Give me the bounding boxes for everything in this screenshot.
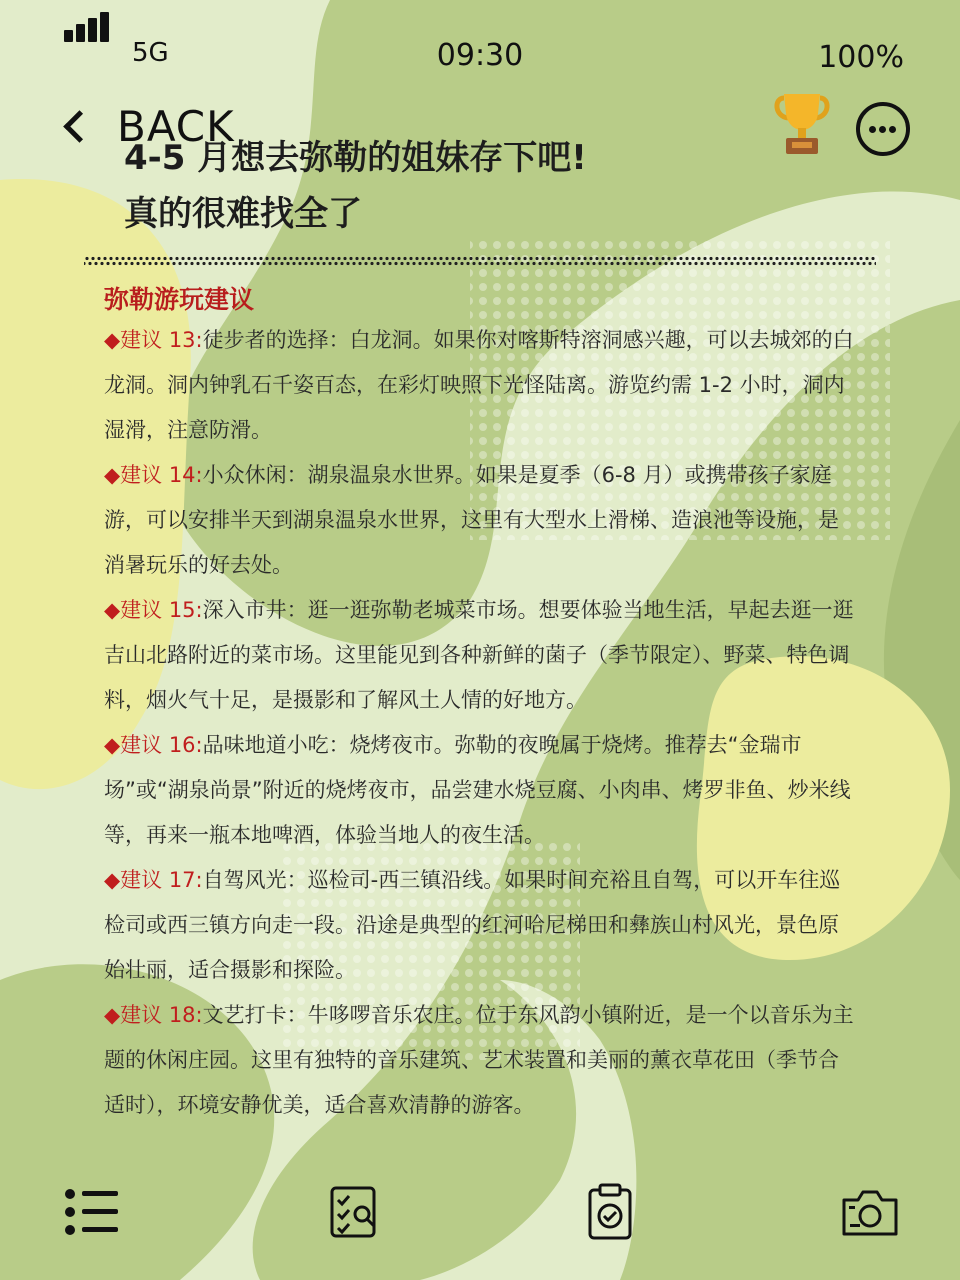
clipboard-check-icon[interactable] <box>578 1180 642 1244</box>
more-button[interactable] <box>856 102 910 156</box>
title-line: 真的很难找全了 <box>124 194 362 234</box>
back-label: BACK <box>117 101 235 151</box>
tip-text: 文艺打卡：牛哆啰音乐农庄。位于东风韵小镇附近，是一个以音乐为主题的休闲庄园。这里有独特的音乐建筑、艺术装置和美丽的薰衣草花田（季节合适时），环境安静优美，适合喜欢清静的游客。 <box>104 1003 854 1117</box>
tip-label: ◆建议 17: <box>104 868 203 892</box>
trophy-icon[interactable] <box>772 92 832 158</box>
tip-label: ◆建议 13: <box>104 328 203 352</box>
more-dot <box>869 126 876 133</box>
tip-label: ◆建议 14: <box>104 463 203 487</box>
tip-text: 徒步者的选择：白龙洞。如果你对喀斯特溶洞感兴趣，可以去城郊的白龙洞。洞内钟乳石千姿百态，在彩灯映照下光怪陆离。游览约需 1-2 小时，洞内湿滑，注意防滑。 <box>104 328 854 442</box>
more-dot <box>889 126 896 133</box>
tip-item <box>104 453 856 588</box>
tip-item <box>104 858 856 993</box>
list-icon[interactable] <box>62 1180 126 1244</box>
title-line: 4-5 月想去弥勒的姐妹存下吧! <box>124 138 587 178</box>
article-title <box>124 130 587 242</box>
network-type: 5G <box>132 38 169 68</box>
status-time: 09:30 <box>436 38 524 73</box>
tip-label: ◆建议 18: <box>104 1003 203 1027</box>
status-bar <box>0 28 960 84</box>
tip-item <box>104 993 856 1128</box>
tip-item <box>104 723 856 858</box>
dotted-divider <box>84 256 876 266</box>
tip-text: 自驾风光：巡检司-西三镇沿线。如果时间充裕且自驾，可以开车往巡检司或西三镇方向走一段。沿途是典型的红河哈尼梯田和彝族山村风光，景色原始壮丽，适合摄影和探险。 <box>104 868 841 982</box>
tip-text: 品味地道小吃：烧烤夜市。弥勒的夜晚属于烧烤。推荐去“金瑞市场”或“湖泉尚景”附近的烧烤夜市，品尝建水烧豆腐、小肉串、烤罗非鱼、炒米线等，再来一瓶本地啤酒，体验当地人的夜生活。 <box>104 733 851 847</box>
tip-label: ◆建议 16: <box>104 733 203 757</box>
more-dot <box>879 126 886 133</box>
tip-text: 深入市井：逛一逛弥勒老城菜市场。想要体验当地生活，早起去逛一逛吉山北路附近的菜市场。这里能见到各种新鲜的菌子（季节限定）、野菜、特色调料，烟火气十足，是摄影和了解风土人情的好地方。 <box>104 598 854 712</box>
tip-item <box>104 318 856 453</box>
tip-label: ◆建议 15: <box>104 598 203 622</box>
checklist-search-icon[interactable] <box>322 1180 386 1244</box>
battery-level: 100% <box>818 40 904 75</box>
tips-list <box>104 318 856 1128</box>
section-title: 弥勒游玩建议 <box>104 285 255 314</box>
bottom-tab-bar <box>0 1180 960 1244</box>
camera-icon[interactable] <box>838 1180 902 1244</box>
chevron-left-icon <box>63 110 96 143</box>
tip-text: 小众休闲：湖泉温泉水世界。如果是夏季（6-8 月）或携带孩子家庭游，可以安排半天到湖泉温泉水世界，这里有大型水上滑梯、造浪池等设施，是消暑玩乐的好去处。 <box>104 463 839 577</box>
tip-item <box>104 588 856 723</box>
